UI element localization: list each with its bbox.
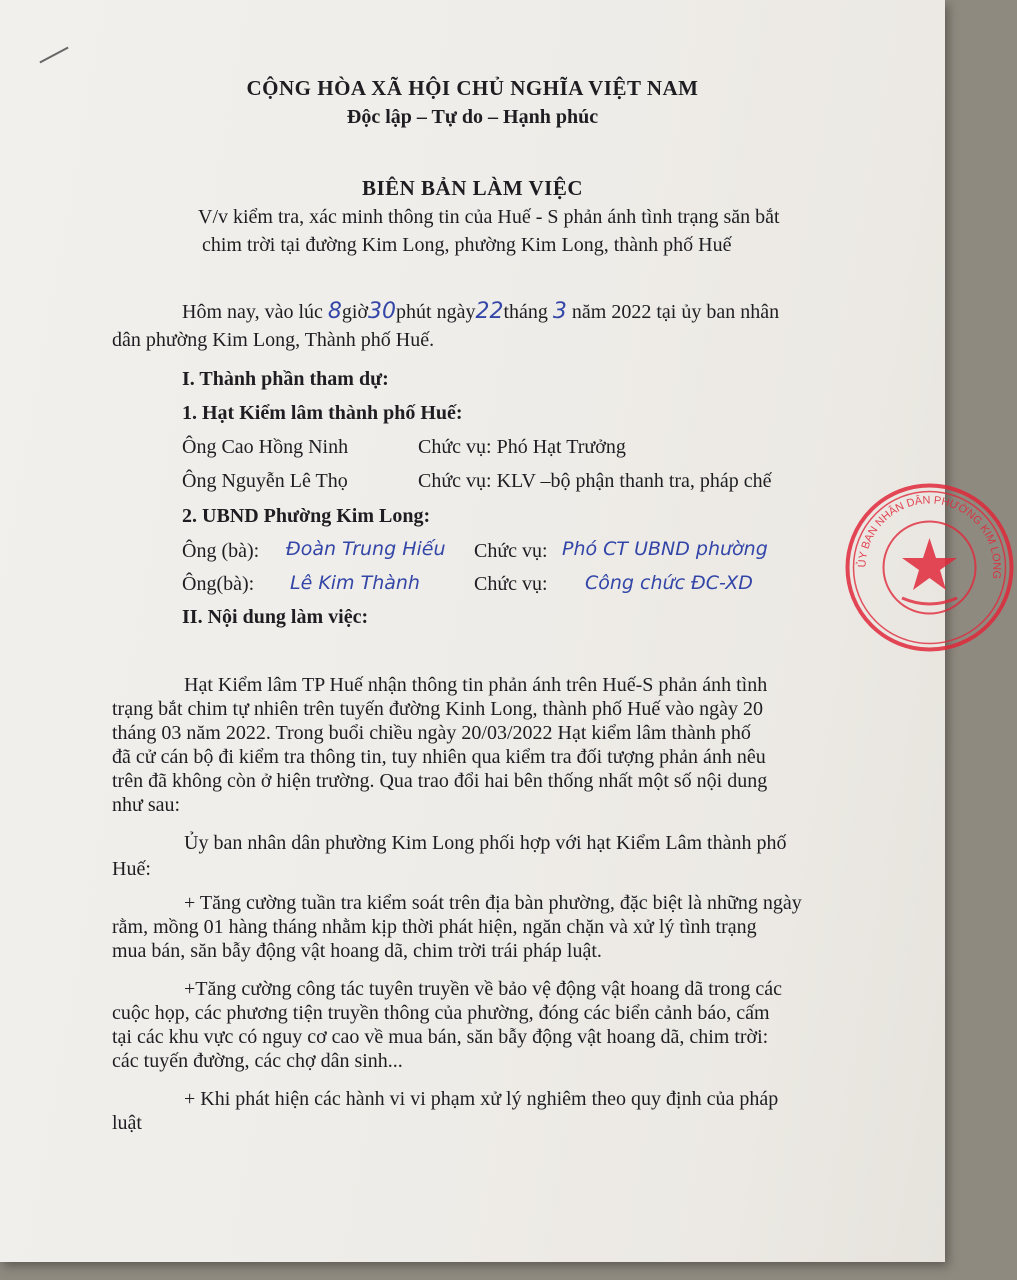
subject-line-1: V/v kiểm tra, xác minh thông tin của Huế - S phản ánh tình trạng săn bắt bbox=[198, 206, 780, 228]
member-role: Chức vụ: Phó Hạt Trưởng bbox=[418, 436, 626, 458]
group-2-heading: 2. UBND Phường Kim Long: bbox=[182, 505, 431, 527]
handwritten-member-role: Công chức ĐC-XD bbox=[585, 572, 753, 594]
paragraph-line: + Khi phát hiện các hành vi vi phạm xử lý nghiêm theo quy định của pháp bbox=[184, 1088, 779, 1110]
intro-line-2: dân phường Kim Long, Thành phố Huế. bbox=[112, 329, 435, 351]
section-1-heading: I. Thành phần tham dự: bbox=[182, 368, 389, 390]
paragraph-line: như sau: bbox=[112, 794, 181, 816]
handwritten-member-name: Lê Kim Thành bbox=[290, 572, 420, 594]
seal-text: ỦY BAN NHÂN DÂN PHƯỜNG KIM LONG bbox=[856, 494, 1003, 580]
paragraph-line: Hạt Kiểm lâm TP Huế nhận thông tin phản ánh trên Huế-S phản ánh tình bbox=[184, 674, 768, 696]
intro-text: giờ bbox=[341, 301, 369, 323]
paragraph-line: luật bbox=[112, 1112, 142, 1134]
paragraph-line: +Tăng cường công tác tuyên truyền về bảo vệ động vật hoang dã trong các bbox=[184, 978, 783, 1000]
nation-header: CỘNG HÒA XÃ HỘI CHỦ NGHĨA VIỆT NAM bbox=[246, 76, 699, 100]
member-name: Ông Cao Hồng Ninh bbox=[182, 436, 349, 458]
member-label: Ông (bà): bbox=[182, 540, 260, 562]
paragraph-line: đã cử cán bộ đi kiểm tra thông tin, tuy nhiên qua kiểm tra đối tượng phản ánh nêu bbox=[112, 746, 766, 768]
paragraph-line: trạng bắt chim tự nhiên trên tuyến đường Kinh Long, thành phố Huế vào ngày 20 bbox=[112, 698, 764, 720]
paragraph-line: + Tăng cường tuần tra kiểm soát trên địa bàn phường, đặc biệt là những ngày bbox=[184, 892, 802, 914]
intro-text: tháng bbox=[503, 301, 548, 323]
paragraph-line: Ủy ban nhân dân phường Kim Long phối hợp với hạt Kiểm Lâm thành phố bbox=[184, 832, 787, 854]
seal-star-icon bbox=[902, 538, 957, 590]
motto: Độc lập – Tự do – Hạnh phúc bbox=[346, 106, 599, 128]
group-1-heading: 1. Hạt Kiểm lâm thành phố Huế: bbox=[182, 402, 463, 424]
paragraph-line: mua bán, săn bẫy động vật hoang dã, chim trời trái pháp luật. bbox=[112, 940, 602, 962]
paragraph-line: tháng 03 năm 2022. Trong buổi chiều ngày 20/03/2022 Hạt kiểm lâm thành phố bbox=[112, 722, 751, 744]
member-label: Ông(bà): bbox=[182, 573, 255, 595]
section-2-heading: II. Nội dung làm việc: bbox=[182, 606, 369, 628]
official-seal bbox=[842, 480, 1017, 655]
member-role-label: Chức vụ: bbox=[474, 573, 548, 595]
paragraph-line: các tuyến đường, các chợ dân sinh... bbox=[112, 1050, 403, 1072]
handwritten-day: 22 bbox=[475, 299, 504, 324]
handwritten-hour: 8 bbox=[327, 299, 342, 324]
paragraph-line: trên đã không còn ở hiện trường. Qua trao đổi hai bên thống nhất một số nội dung bbox=[112, 770, 768, 792]
member-role-label: Chức vụ: bbox=[474, 540, 548, 562]
subject-line-2: chim trời tại đường Kim Long, phường Kim Long, thành phố Huế bbox=[202, 234, 732, 256]
intro-text: năm 2022 tại ủy ban nhân bbox=[571, 301, 780, 323]
paragraph-line: rằm, mồng 01 hàng tháng nhằm kịp thời phát hiện, ngăn chặn và xử lý tình trạng bbox=[112, 916, 757, 938]
handwritten-month: 3 bbox=[552, 299, 567, 324]
member-role: Chức vụ: KLV –bộ phận thanh tra, pháp chế bbox=[418, 470, 772, 492]
intro-text: phút ngày bbox=[396, 301, 476, 323]
handwritten-member-role: Phó CT UBND phường bbox=[562, 538, 768, 560]
seal-emblem-gear bbox=[902, 598, 957, 604]
intro-text: Hôm nay, vào lúc bbox=[182, 301, 323, 323]
pen-mark bbox=[39, 47, 68, 64]
paragraph-line: tại các khu vực có nguy cơ cao về mua bán, săn bẫy động vật hoang dã, chim trời: bbox=[112, 1026, 769, 1048]
member-name: Ông Nguyễn Lê Thọ bbox=[182, 470, 348, 492]
document-title: BIÊN BẢN LÀM VIỆC bbox=[361, 176, 584, 200]
paragraph-line: cuộc họp, các phương tiện truyền thông của phường, đóng các biển cảnh báo, cấm bbox=[112, 1002, 770, 1024]
handwritten-member-name: Đoàn Trung Hiếu bbox=[286, 538, 446, 560]
intro-line-1 bbox=[182, 299, 779, 324]
handwritten-minute: 30 bbox=[368, 299, 397, 324]
paragraph-line: Huế: bbox=[112, 858, 151, 880]
